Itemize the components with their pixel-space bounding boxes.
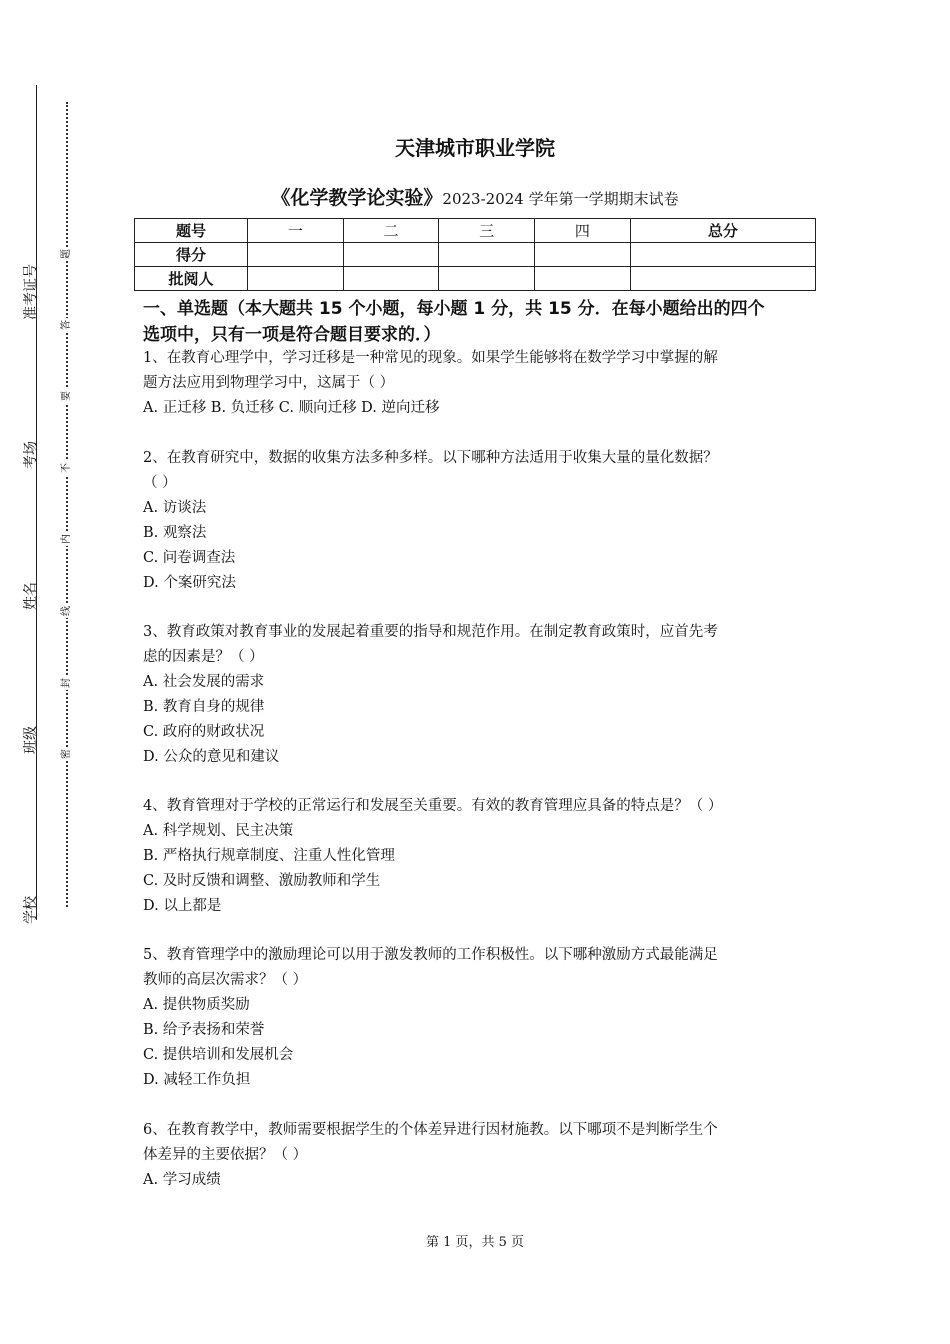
option-a: A. 访谈法 [143, 500, 207, 516]
question-stem-line: 6、在教育教学中，教师需要根据学生的个体差异进行因材施教。以下哪项不是判断学生个 [143, 1122, 718, 1138]
score-cell[interactable] [535, 243, 631, 267]
score-cell[interactable] [248, 267, 344, 291]
option-d: D. 个案研究法 [143, 575, 236, 591]
score-cell[interactable] [439, 243, 535, 267]
exam-term: 2023-2024 学年第一学期期末试卷 [442, 190, 679, 208]
seal-char: 题 [61, 249, 72, 259]
exam-subtitle [0, 183, 950, 210]
seal-char: 答 [61, 320, 72, 330]
option-c: C. 提供培训和发展机会 [143, 1047, 294, 1063]
score-table-header: 一 [248, 219, 344, 243]
seal-char: 密 [61, 749, 72, 759]
score-cell[interactable] [248, 243, 344, 267]
option-d: D. 以上都是 [143, 898, 222, 914]
question-stem-line: 教师的高层次需求？（ ） [143, 972, 308, 988]
binding-dotted-line [66, 102, 68, 907]
field-school-label: 学校 [23, 896, 39, 924]
score-cell[interactable] [630, 243, 815, 267]
seal-char: 不 [61, 463, 72, 473]
option-a: A. 提供物质奖励 [143, 997, 250, 1013]
question-stem-line: 4、教育管理对于学校的正常运行和发展至关重要。有效的教育管理应具备的特点是？（ ） [143, 798, 723, 814]
score-table-header: 三 [439, 219, 535, 243]
option-c: C. 政府的财政状况 [143, 724, 265, 740]
option-a: A. 科学规划、民主决策 [143, 823, 294, 839]
score-table-header: 二 [343, 219, 439, 243]
score-cell[interactable] [343, 243, 439, 267]
question-stem-line: 1、在教育心理学中，学习迁移是一种常见的现象。如果学生能够将在数学学习中掌握的解 [143, 350, 718, 366]
binding-solid-line [36, 85, 37, 920]
score-table-row [135, 267, 816, 291]
score-table-header: 题号 [135, 219, 248, 243]
question-4 [143, 794, 811, 919]
seal-char: 要 [61, 391, 72, 401]
question-stem-line: 体差异的主要依据？（ ） [143, 1147, 308, 1163]
option-c: C. 问卷调查法 [143, 550, 236, 566]
option-a: A. 学习成绩 [143, 1172, 221, 1188]
section-heading [143, 296, 823, 348]
option-b: B. 给予表扬和荣誉 [143, 1022, 265, 1038]
seal-char: 内 [61, 534, 72, 544]
seal-char: 线 [61, 606, 72, 616]
question-6 [143, 1118, 811, 1193]
question-options: A. 正迁移 B. 负迁移 C. 顺向迁移 D. 逆向迁移 [143, 400, 440, 416]
field-exam-id-label: 准考证号 [23, 264, 39, 320]
question-stem-line: 虑的因素是？（ ） [143, 649, 264, 665]
seal-char: 封 [61, 678, 72, 688]
score-row-label: 批阅人 [135, 267, 248, 291]
option-c: C. 及时反馈和调整、激励教师和学生 [143, 873, 381, 889]
score-table-row [135, 243, 816, 267]
field-class-label: 班级 [23, 726, 39, 754]
score-table-header: 总分 [630, 219, 815, 243]
school-title: 天津城市职业学院 [395, 136, 555, 160]
option-b: B. 教育自身的规律 [143, 699, 265, 715]
page-number: 第 1 页，共 5 页 [425, 1235, 525, 1250]
question-stem-line: 2、在教育研究中，数据的收集方法多种多样。以下哪种方法适用于收集大量的量化数据？ [143, 450, 718, 466]
option-d: D. 减轻工作负担 [143, 1072, 251, 1088]
score-table-header: 四 [535, 219, 631, 243]
field-name-label: 姓名 [23, 582, 39, 610]
question-2 [143, 446, 811, 596]
score-cell[interactable] [535, 267, 631, 291]
option-b: B. 观察法 [143, 525, 207, 541]
question-1 [143, 346, 811, 421]
question-stem-line: 5、教育管理学中的激励理论可以用于激发教师的工作积极性。以下哪种激励方式最能满足 [143, 947, 718, 963]
option-a: A. 社会发展的需求 [143, 674, 265, 690]
question-5 [143, 943, 811, 1093]
score-cell[interactable] [439, 267, 535, 291]
section-heading-line: 一、单选题（本大题共 15 个小题，每小题 1 分，共 15 分．在每小题给出的四个 [143, 299, 765, 319]
question-stem-line: 3、教育政策对教育事业的发展起着重要的指导和规范作用。在制定教育政策时，应首先考 [143, 624, 718, 640]
question-stem-line: （ ） [143, 475, 177, 491]
course-name: 《化学教学论实验》 [271, 187, 443, 209]
question-3 [143, 620, 811, 770]
score-cell[interactable] [630, 267, 815, 291]
field-exam-room-label: 考场 [23, 441, 39, 469]
score-cell[interactable] [343, 267, 439, 291]
score-row-label: 得分 [135, 243, 248, 267]
score-table [134, 218, 816, 291]
option-d: D. 公众的意见和建议 [143, 749, 280, 765]
option-b: B. 严格执行规章制度、注重人性化管理 [143, 848, 395, 864]
section-heading-line: 选项中，只有一项是符合题目要求的．） [143, 325, 441, 345]
score-table-header-row [135, 219, 816, 243]
question-stem-line: 题方法应用到物理学习中，这属于（ ） [143, 375, 395, 391]
